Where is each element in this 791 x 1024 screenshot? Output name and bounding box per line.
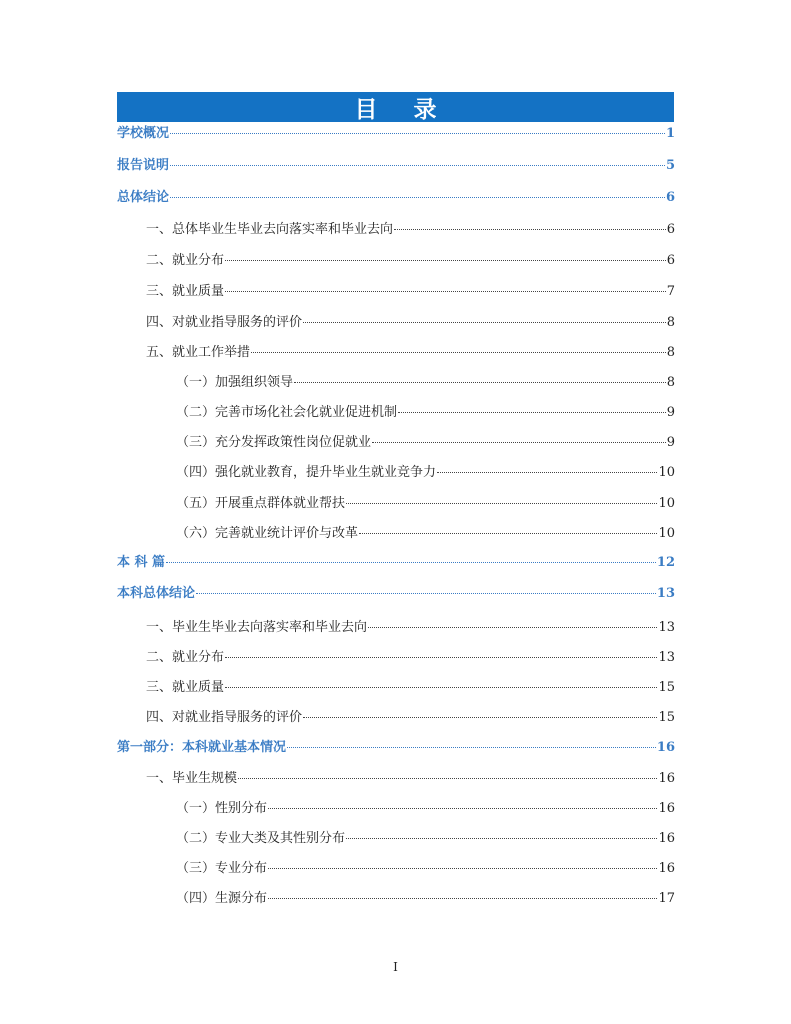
toc-entry-page: 12 bbox=[656, 555, 675, 570]
toc-entry[interactable] bbox=[176, 433, 675, 453]
toc-entry-title: （二）专业大类及其性别分布 bbox=[176, 831, 346, 846]
toc-entry-page: 15 bbox=[658, 680, 675, 695]
toc-dot-leader bbox=[225, 254, 666, 261]
toc-entry-page: 16 bbox=[658, 771, 675, 786]
toc-entry-page: 10 bbox=[658, 496, 675, 511]
toc-dot-leader bbox=[372, 436, 666, 443]
page-number: I bbox=[393, 960, 398, 974]
toc-entry[interactable] bbox=[176, 859, 675, 879]
toc-dot-leader bbox=[268, 802, 657, 809]
toc-entry-page: 10 bbox=[658, 526, 675, 541]
toc-entry-title: 二、就业分布 bbox=[146, 650, 225, 665]
toc-entry-title: 报告说明 bbox=[117, 158, 170, 173]
toc-entry-page: 15 bbox=[658, 710, 675, 725]
toc-entry-page: 9 bbox=[666, 405, 675, 420]
toc-entry[interactable] bbox=[146, 282, 675, 302]
toc-entry-title: 一、毕业生规模 bbox=[146, 771, 238, 786]
toc-entry-page: 17 bbox=[658, 891, 675, 906]
toc-entry-page: 1 bbox=[665, 126, 675, 141]
toc-dot-leader bbox=[346, 832, 657, 839]
toc-dot-leader bbox=[398, 406, 666, 413]
toc-entry[interactable] bbox=[146, 678, 675, 698]
toc-entry[interactable] bbox=[176, 494, 675, 514]
toc-entry[interactable] bbox=[176, 463, 675, 483]
toc-entry-title: （四）强化就业教育，提升毕业生就业竞争力 bbox=[176, 465, 437, 480]
toc-entry-title: （四）生源分布 bbox=[176, 891, 268, 906]
toc-entry-title: 三、就业质量 bbox=[146, 284, 225, 299]
toc-dot-leader bbox=[170, 159, 665, 166]
toc-dot-leader bbox=[251, 346, 666, 353]
toc-entry[interactable] bbox=[146, 313, 675, 333]
toc-entry-page: 9 bbox=[666, 435, 675, 450]
toc-entry-title: 五、就业工作举措 bbox=[146, 345, 251, 360]
toc-entry[interactable] bbox=[176, 524, 675, 544]
toc-dot-leader bbox=[268, 862, 657, 869]
toc-entry-title: 四、对就业指导服务的评价 bbox=[146, 315, 303, 330]
toc-entry-title: 第一部分：本科就业基本情况 bbox=[117, 740, 287, 755]
toc-entry-title: （五）开展重点群体就业帮扶 bbox=[176, 496, 346, 511]
toc-entry-page: 6 bbox=[666, 253, 675, 268]
toc-entry[interactable] bbox=[176, 889, 675, 909]
toc-entry[interactable] bbox=[146, 769, 675, 789]
toc-entry-title: 一、总体毕业生毕业去向落实率和毕业去向 bbox=[146, 222, 394, 237]
toc-dot-leader bbox=[268, 892, 657, 899]
toc-dot-leader bbox=[225, 285, 666, 292]
toc-entry-title: （一）加强组织领导 bbox=[176, 375, 294, 390]
toc-dot-leader bbox=[294, 376, 666, 383]
toc-entry-page: 8 bbox=[666, 315, 675, 330]
toc-entry-title: 总体结论 bbox=[117, 190, 170, 205]
toc-entry-page: 7 bbox=[666, 284, 675, 299]
toc-entry[interactable] bbox=[146, 220, 675, 240]
toc-entry-page: 8 bbox=[666, 345, 675, 360]
toc-entry-title: 本科总体结论 bbox=[117, 586, 196, 601]
toc-entry[interactable] bbox=[176, 799, 675, 819]
toc-entry-page: 5 bbox=[665, 158, 675, 173]
toc-entry-page: 16 bbox=[658, 861, 675, 876]
toc-entry-title: 学校概况 bbox=[117, 126, 170, 141]
toc-dot-leader bbox=[170, 127, 665, 134]
toc-entry-title: 三、就业质量 bbox=[146, 680, 225, 695]
toc-dot-leader bbox=[287, 741, 656, 748]
toc-entry[interactable] bbox=[117, 124, 675, 144]
toc-dot-leader bbox=[303, 711, 657, 718]
toc-dot-leader bbox=[170, 191, 665, 198]
toc-entry-page: 13 bbox=[658, 620, 675, 635]
toc-entry-page: 16 bbox=[658, 831, 675, 846]
toc-entry-title: 四、对就业指导服务的评价 bbox=[146, 710, 303, 725]
toc-entry-page: 10 bbox=[658, 465, 675, 480]
toc-entry[interactable] bbox=[146, 618, 675, 638]
toc-entry-page: 16 bbox=[658, 801, 675, 816]
toc-entry-title: （六）完善就业统计评价与改革 bbox=[176, 526, 359, 541]
toc-entry[interactable] bbox=[146, 648, 675, 668]
toc-entry-title: 一、毕业生毕业去向落实率和毕业去向 bbox=[146, 620, 368, 635]
toc-entry[interactable] bbox=[176, 373, 675, 393]
toc-dot-leader bbox=[303, 316, 666, 323]
toc-entry-title: （一）性别分布 bbox=[176, 801, 268, 816]
toc-entry[interactable] bbox=[176, 829, 675, 849]
toc-title: 目 录 bbox=[354, 96, 451, 123]
toc-entry-page: 6 bbox=[665, 190, 675, 205]
toc-entry-title: （三）充分发挥政策性岗位促就业 bbox=[176, 435, 372, 450]
toc-dot-leader bbox=[346, 497, 657, 504]
toc-entry[interactable] bbox=[146, 251, 675, 271]
toc-dot-leader bbox=[394, 223, 666, 230]
toc-entry[interactable] bbox=[117, 553, 675, 573]
toc-dot-leader bbox=[196, 587, 656, 594]
toc-entry-title: （二）完善市场化社会化就业促进机制 bbox=[176, 405, 398, 420]
toc-entry-title: 二、就业分布 bbox=[146, 253, 225, 268]
toc-entry[interactable] bbox=[117, 738, 675, 758]
toc-entry-page: 13 bbox=[656, 586, 675, 601]
toc-entry-page: 6 bbox=[666, 222, 675, 237]
toc-dot-leader bbox=[359, 527, 657, 534]
toc-entry-page: 13 bbox=[658, 650, 675, 665]
toc-dot-leader bbox=[166, 556, 656, 563]
toc-entry[interactable] bbox=[176, 403, 675, 423]
toc-entry[interactable] bbox=[117, 188, 675, 208]
toc-entry-page: 16 bbox=[656, 740, 675, 755]
toc-entry-title: （三）专业分布 bbox=[176, 861, 268, 876]
toc-entry[interactable] bbox=[117, 156, 675, 176]
toc-dot-leader bbox=[225, 651, 657, 658]
toc-entry[interactable] bbox=[146, 343, 675, 363]
toc-entry[interactable] bbox=[117, 584, 675, 604]
toc-entry-title: 本 科 篇 bbox=[117, 555, 166, 570]
toc-dot-leader bbox=[238, 772, 657, 779]
toc-dot-leader bbox=[368, 621, 657, 628]
toc-dot-leader bbox=[437, 466, 657, 473]
toc-dot-leader bbox=[225, 681, 657, 688]
toc-entry[interactable] bbox=[146, 708, 675, 728]
toc-entry-page: 8 bbox=[666, 375, 675, 390]
